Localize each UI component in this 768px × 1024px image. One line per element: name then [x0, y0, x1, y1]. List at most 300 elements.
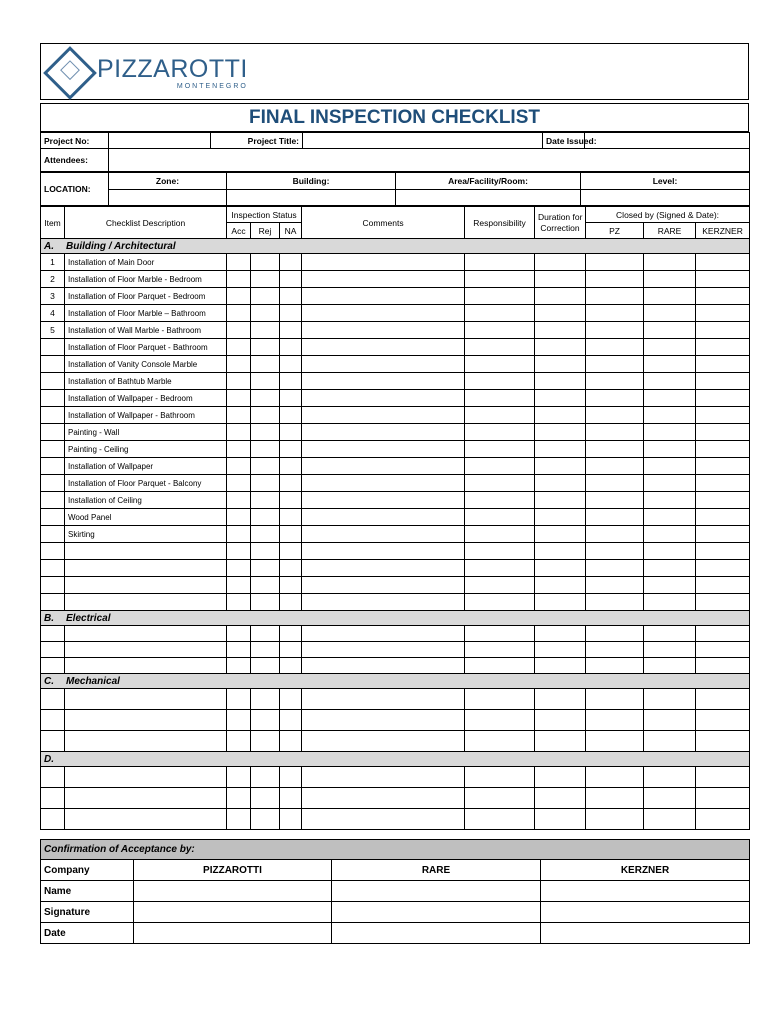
- comments-cell[interactable]: [302, 254, 465, 271]
- date-field-pizzarotti[interactable]: [134, 923, 332, 944]
- responsibility-cell[interactable]: [465, 788, 535, 809]
- duration-cell[interactable]: [535, 356, 586, 373]
- comments-cell[interactable]: [302, 509, 465, 526]
- kerzner-signoff-cell[interactable]: [696, 254, 750, 271]
- comments-cell[interactable]: [302, 526, 465, 543]
- na-cell[interactable]: [280, 710, 302, 731]
- acc-cell[interactable]: [227, 526, 251, 543]
- rej-cell[interactable]: [251, 577, 280, 594]
- kerzner-signoff-cell[interactable]: [696, 407, 750, 424]
- rare-signoff-cell[interactable]: [644, 577, 696, 594]
- item-description: Installation of Floor Parquet - Bedroom: [65, 288, 227, 305]
- rej-cell[interactable]: [251, 288, 280, 305]
- duration-cell[interactable]: [535, 254, 586, 271]
- comments-cell[interactable]: [302, 642, 465, 658]
- duration-cell[interactable]: [535, 288, 586, 305]
- item-number: [41, 658, 65, 674]
- duration-cell[interactable]: [535, 424, 586, 441]
- rare-signoff-cell[interactable]: [644, 424, 696, 441]
- responsibility-cell[interactable]: [465, 767, 535, 788]
- area-field[interactable]: [396, 189, 581, 206]
- duration-cell[interactable]: [535, 658, 586, 674]
- acc-cell[interactable]: [227, 658, 251, 674]
- rej-cell[interactable]: [251, 322, 280, 339]
- pz-signoff-cell[interactable]: [586, 731, 644, 752]
- duration-cell[interactable]: [535, 689, 586, 710]
- acc-cell[interactable]: [227, 305, 251, 322]
- rej-cell[interactable]: [251, 594, 280, 611]
- pz-signoff-cell[interactable]: [586, 658, 644, 674]
- na-cell[interactable]: [280, 390, 302, 407]
- rare-signoff-cell[interactable]: [644, 322, 696, 339]
- rej-cell[interactable]: [251, 424, 280, 441]
- na-cell[interactable]: [280, 356, 302, 373]
- logo-sub-text: MONTENEGRO: [176, 82, 248, 90]
- rare-signoff-cell[interactable]: [644, 594, 696, 611]
- comments-cell[interactable]: [302, 424, 465, 441]
- rej-cell[interactable]: [251, 271, 280, 288]
- duration-cell[interactable]: [535, 407, 586, 424]
- responsibility-cell[interactable]: [465, 339, 535, 356]
- comments-cell[interactable]: [302, 594, 465, 611]
- acc-cell[interactable]: [227, 788, 251, 809]
- project-no-field[interactable]: [109, 133, 211, 149]
- rej-cell[interactable]: [251, 689, 280, 710]
- na-cell[interactable]: [280, 492, 302, 509]
- rare-signoff-cell[interactable]: [644, 288, 696, 305]
- kerzner-signoff-cell[interactable]: [696, 767, 750, 788]
- rej-cell[interactable]: [251, 339, 280, 356]
- comments-cell[interactable]: [302, 788, 465, 809]
- kerzner-signoff-cell[interactable]: [696, 305, 750, 322]
- kerzner-signoff-cell[interactable]: [696, 788, 750, 809]
- na-cell[interactable]: [280, 407, 302, 424]
- kerzner-signoff-cell[interactable]: [696, 475, 750, 492]
- pz-signoff-cell[interactable]: [586, 271, 644, 288]
- kerzner-signoff-cell[interactable]: [696, 356, 750, 373]
- acc-cell[interactable]: [227, 458, 251, 475]
- rare-signoff-cell[interactable]: [644, 356, 696, 373]
- comments-cell[interactable]: [302, 767, 465, 788]
- rare-signoff-cell[interactable]: [644, 373, 696, 390]
- duration-cell[interactable]: [535, 543, 586, 560]
- na-cell[interactable]: [280, 441, 302, 458]
- rare-signoff-cell[interactable]: [644, 526, 696, 543]
- responsibility-cell[interactable]: [465, 271, 535, 288]
- rej-cell[interactable]: [251, 710, 280, 731]
- responsibility-cell[interactable]: [465, 424, 535, 441]
- acc-cell[interactable]: [227, 689, 251, 710]
- responsibility-cell[interactable]: [465, 658, 535, 674]
- signature-field-kerzner[interactable]: [541, 902, 750, 923]
- pz-signoff-cell[interactable]: [586, 689, 644, 710]
- kerzner-signoff-cell[interactable]: [696, 339, 750, 356]
- duration-cell[interactable]: [535, 809, 586, 830]
- comments-cell[interactable]: [302, 731, 465, 752]
- rej-cell[interactable]: [251, 475, 280, 492]
- pz-signoff-cell[interactable]: [586, 390, 644, 407]
- comments-cell[interactable]: [302, 577, 465, 594]
- kerzner-signoff-cell[interactable]: [696, 642, 750, 658]
- na-cell[interactable]: [280, 475, 302, 492]
- pz-signoff-cell[interactable]: [586, 710, 644, 731]
- kerzner-signoff-cell[interactable]: [696, 373, 750, 390]
- comments-cell[interactable]: [302, 373, 465, 390]
- na-cell[interactable]: [280, 626, 302, 642]
- pz-signoff-cell[interactable]: [586, 356, 644, 373]
- comments-cell[interactable]: [302, 339, 465, 356]
- rej-cell[interactable]: [251, 254, 280, 271]
- comments-cell[interactable]: [302, 809, 465, 830]
- date-field-rare[interactable]: [332, 923, 541, 944]
- responsibility-cell[interactable]: [465, 689, 535, 710]
- na-cell[interactable]: [280, 322, 302, 339]
- pz-signoff-cell[interactable]: [586, 492, 644, 509]
- rare-signoff-cell[interactable]: [644, 492, 696, 509]
- duration-cell[interactable]: [535, 731, 586, 752]
- kerzner-signoff-cell[interactable]: [696, 594, 750, 611]
- rej-cell[interactable]: [251, 509, 280, 526]
- date-field-kerzner[interactable]: [541, 923, 750, 944]
- kerzner-signoff-cell[interactable]: [696, 731, 750, 752]
- responsibility-cell[interactable]: [465, 390, 535, 407]
- duration-cell[interactable]: [535, 339, 586, 356]
- comments-cell[interactable]: [302, 288, 465, 305]
- responsibility-cell[interactable]: [465, 441, 535, 458]
- name-field-pizzarotti[interactable]: [134, 881, 332, 902]
- responsibility-cell[interactable]: [465, 594, 535, 611]
- rej-cell[interactable]: [251, 626, 280, 642]
- responsibility-cell[interactable]: [465, 809, 535, 830]
- pz-signoff-cell[interactable]: [586, 407, 644, 424]
- item-description: Installation of Floor Marble - Bedroom: [65, 271, 227, 288]
- rare-signoff-cell[interactable]: [644, 658, 696, 674]
- na-cell[interactable]: [280, 767, 302, 788]
- item-description: [65, 809, 227, 830]
- rare-signoff-cell[interactable]: [644, 642, 696, 658]
- na-cell[interactable]: [280, 689, 302, 710]
- comments-cell[interactable]: [302, 560, 465, 577]
- acc-cell[interactable]: [227, 509, 251, 526]
- na-cell[interactable]: [280, 594, 302, 611]
- rej-cell[interactable]: [251, 356, 280, 373]
- responsibility-cell[interactable]: [465, 407, 535, 424]
- duration-cell[interactable]: [535, 322, 586, 339]
- acc-cell[interactable]: [227, 254, 251, 271]
- responsibility-cell[interactable]: [465, 305, 535, 322]
- acc-cell[interactable]: [227, 339, 251, 356]
- na-cell[interactable]: [280, 254, 302, 271]
- acc-cell[interactable]: [227, 288, 251, 305]
- rej-cell[interactable]: [251, 642, 280, 658]
- date-issued-field[interactable]: [585, 133, 750, 149]
- comments-cell[interactable]: [302, 322, 465, 339]
- na-cell[interactable]: [280, 642, 302, 658]
- kerzner-signoff-cell[interactable]: [696, 689, 750, 710]
- kerzner-signoff-cell[interactable]: [696, 626, 750, 642]
- responsibility-cell[interactable]: [465, 626, 535, 642]
- name-field-rare[interactable]: [332, 881, 541, 902]
- responsibility-cell[interactable]: [465, 458, 535, 475]
- comments-cell[interactable]: [302, 305, 465, 322]
- acc-cell[interactable]: [227, 543, 251, 560]
- acc-cell[interactable]: [227, 407, 251, 424]
- rare-signoff-cell[interactable]: [644, 626, 696, 642]
- duration-cell[interactable]: [535, 594, 586, 611]
- acc-cell[interactable]: [227, 710, 251, 731]
- duration-cell[interactable]: [535, 475, 586, 492]
- duration-cell[interactable]: [535, 642, 586, 658]
- na-cell[interactable]: [280, 560, 302, 577]
- comments-cell[interactable]: [302, 626, 465, 642]
- na-cell[interactable]: [280, 658, 302, 674]
- comments-cell[interactable]: [302, 390, 465, 407]
- na-cell[interactable]: [280, 373, 302, 390]
- acc-cell[interactable]: [227, 441, 251, 458]
- pz-signoff-cell[interactable]: [586, 339, 644, 356]
- rej-cell[interactable]: [251, 390, 280, 407]
- responsibility-cell[interactable]: [465, 288, 535, 305]
- acc-cell[interactable]: [227, 475, 251, 492]
- responsibility-cell[interactable]: [465, 560, 535, 577]
- na-cell[interactable]: [280, 288, 302, 305]
- rare-signoff-cell[interactable]: [644, 543, 696, 560]
- pz-signoff-cell[interactable]: [586, 594, 644, 611]
- rare-signoff-cell[interactable]: [644, 788, 696, 809]
- col-rare: RARE: [644, 223, 696, 239]
- rej-cell[interactable]: [251, 458, 280, 475]
- acc-cell[interactable]: [227, 390, 251, 407]
- kerzner-signoff-cell[interactable]: [696, 560, 750, 577]
- pz-signoff-cell[interactable]: [586, 560, 644, 577]
- pz-signoff-cell[interactable]: [586, 626, 644, 642]
- kerzner-signoff-cell[interactable]: [696, 288, 750, 305]
- pz-signoff-cell[interactable]: [586, 475, 644, 492]
- signature-field-rare[interactable]: [332, 902, 541, 923]
- pz-signoff-cell[interactable]: [586, 526, 644, 543]
- responsibility-cell[interactable]: [465, 642, 535, 658]
- na-cell[interactable]: [280, 424, 302, 441]
- na-cell[interactable]: [280, 271, 302, 288]
- responsibility-cell[interactable]: [465, 492, 535, 509]
- rare-signoff-cell[interactable]: [644, 710, 696, 731]
- acc-cell[interactable]: [227, 373, 251, 390]
- rej-cell[interactable]: [251, 373, 280, 390]
- responsibility-cell[interactable]: [465, 577, 535, 594]
- na-cell[interactable]: [280, 577, 302, 594]
- comments-cell[interactable]: [302, 458, 465, 475]
- na-cell[interactable]: [280, 458, 302, 475]
- na-cell[interactable]: [280, 809, 302, 830]
- kerzner-signoff-cell[interactable]: [696, 710, 750, 731]
- responsibility-cell[interactable]: [465, 731, 535, 752]
- duration-cell[interactable]: [535, 626, 586, 642]
- item-number: [41, 560, 65, 577]
- rej-cell[interactable]: [251, 767, 280, 788]
- location-label: LOCATION:: [41, 173, 109, 206]
- na-cell[interactable]: [280, 731, 302, 752]
- acc-cell[interactable]: [227, 642, 251, 658]
- duration-cell[interactable]: [535, 492, 586, 509]
- rej-cell[interactable]: [251, 407, 280, 424]
- duration-cell[interactable]: [535, 271, 586, 288]
- duration-cell[interactable]: [535, 305, 586, 322]
- duration-cell[interactable]: [535, 788, 586, 809]
- responsibility-cell[interactable]: [465, 526, 535, 543]
- pz-signoff-cell[interactable]: [586, 809, 644, 830]
- level-field[interactable]: [581, 189, 750, 206]
- acc-cell[interactable]: [227, 492, 251, 509]
- rare-signoff-cell[interactable]: [644, 254, 696, 271]
- pz-signoff-cell[interactable]: [586, 441, 644, 458]
- duration-cell[interactable]: [535, 526, 586, 543]
- acc-cell[interactable]: [227, 731, 251, 752]
- rare-signoff-cell[interactable]: [644, 271, 696, 288]
- rej-cell[interactable]: [251, 788, 280, 809]
- kerzner-signoff-cell[interactable]: [696, 424, 750, 441]
- responsibility-cell[interactable]: [465, 254, 535, 271]
- item-number: 3: [41, 288, 65, 305]
- rare-signoff-cell[interactable]: [644, 809, 696, 830]
- rare-signoff-cell[interactable]: [644, 560, 696, 577]
- pz-signoff-cell[interactable]: [586, 288, 644, 305]
- building-field[interactable]: [227, 189, 396, 206]
- pz-signoff-cell[interactable]: [586, 424, 644, 441]
- duration-cell[interactable]: [535, 577, 586, 594]
- rare-signoff-cell[interactable]: [644, 509, 696, 526]
- item-description: Installation of Wall Marble - Bathroom: [65, 322, 227, 339]
- pz-signoff-cell[interactable]: [586, 458, 644, 475]
- na-cell[interactable]: [280, 305, 302, 322]
- rare-signoff-cell[interactable]: [644, 689, 696, 710]
- responsibility-cell[interactable]: [465, 356, 535, 373]
- checklist-row: [41, 731, 750, 752]
- comments-cell[interactable]: [302, 475, 465, 492]
- kerzner-signoff-cell[interactable]: [696, 526, 750, 543]
- pz-signoff-cell[interactable]: [586, 788, 644, 809]
- responsibility-cell[interactable]: [465, 710, 535, 731]
- rej-cell[interactable]: [251, 658, 280, 674]
- kerzner-signoff-cell[interactable]: [696, 492, 750, 509]
- signature-field-pizzarotti[interactable]: [134, 902, 332, 923]
- comments-cell[interactable]: [302, 492, 465, 509]
- duration-cell[interactable]: [535, 458, 586, 475]
- acc-cell[interactable]: [227, 271, 251, 288]
- kerzner-signoff-cell[interactable]: [696, 577, 750, 594]
- checklist-row: [41, 458, 750, 475]
- acc-cell[interactable]: [227, 322, 251, 339]
- project-title-field[interactable]: [303, 133, 543, 149]
- duration-cell[interactable]: [535, 390, 586, 407]
- responsibility-cell[interactable]: [465, 373, 535, 390]
- comments-cell[interactable]: [302, 710, 465, 731]
- responsibility-cell[interactable]: [465, 475, 535, 492]
- pz-signoff-cell[interactable]: [586, 509, 644, 526]
- rare-signoff-cell[interactable]: [644, 339, 696, 356]
- acc-cell[interactable]: [227, 424, 251, 441]
- acc-cell[interactable]: [227, 809, 251, 830]
- na-cell[interactable]: [280, 526, 302, 543]
- comments-cell[interactable]: [302, 543, 465, 560]
- pz-signoff-cell[interactable]: [586, 577, 644, 594]
- zone-field[interactable]: [109, 189, 227, 206]
- duration-cell[interactable]: [535, 710, 586, 731]
- duration-cell[interactable]: [535, 373, 586, 390]
- rare-signoff-cell[interactable]: [644, 458, 696, 475]
- rej-cell[interactable]: [251, 526, 280, 543]
- acc-cell[interactable]: [227, 560, 251, 577]
- duration-cell[interactable]: [535, 441, 586, 458]
- comments-cell[interactable]: [302, 407, 465, 424]
- duration-cell[interactable]: [535, 767, 586, 788]
- comments-cell[interactable]: [302, 271, 465, 288]
- responsibility-cell[interactable]: [465, 543, 535, 560]
- pz-signoff-cell[interactable]: [586, 322, 644, 339]
- duration-cell[interactable]: [535, 509, 586, 526]
- kerzner-signoff-cell[interactable]: [696, 658, 750, 674]
- duration-cell[interactable]: [535, 560, 586, 577]
- rej-cell[interactable]: [251, 809, 280, 830]
- kerzner-signoff-cell[interactable]: [696, 509, 750, 526]
- rej-cell[interactable]: [251, 441, 280, 458]
- rej-cell[interactable]: [251, 492, 280, 509]
- rare-signoff-cell[interactable]: [644, 767, 696, 788]
- acc-cell[interactable]: [227, 594, 251, 611]
- kerzner-signoff-cell[interactable]: [696, 271, 750, 288]
- acc-cell[interactable]: [227, 767, 251, 788]
- comments-cell[interactable]: [302, 658, 465, 674]
- pz-signoff-cell[interactable]: [586, 767, 644, 788]
- pz-signoff-cell[interactable]: [586, 642, 644, 658]
- rej-cell[interactable]: [251, 560, 280, 577]
- na-cell[interactable]: [280, 339, 302, 356]
- acc-cell[interactable]: [227, 577, 251, 594]
- kerzner-signoff-cell[interactable]: [696, 441, 750, 458]
- kerzner-signoff-cell[interactable]: [696, 390, 750, 407]
- rej-cell[interactable]: [251, 543, 280, 560]
- attendees-field[interactable]: [109, 149, 750, 172]
- pz-signoff-cell[interactable]: [586, 305, 644, 322]
- pz-signoff-cell[interactable]: [586, 254, 644, 271]
- pz-signoff-cell[interactable]: [586, 373, 644, 390]
- checklist-row: [41, 492, 750, 509]
- rej-cell[interactable]: [251, 305, 280, 322]
- acc-cell[interactable]: [227, 626, 251, 642]
- rare-signoff-cell[interactable]: [644, 475, 696, 492]
- responsibility-cell[interactable]: [465, 509, 535, 526]
- kerzner-signoff-cell[interactable]: [696, 322, 750, 339]
- na-cell[interactable]: [280, 543, 302, 560]
- comments-cell[interactable]: [302, 689, 465, 710]
- responsibility-cell[interactable]: [465, 322, 535, 339]
- rare-signoff-cell[interactable]: [644, 390, 696, 407]
- comments-cell[interactable]: [302, 356, 465, 373]
- name-field-kerzner[interactable]: [541, 881, 750, 902]
- rare-signoff-cell[interactable]: [644, 441, 696, 458]
- rare-signoff-cell[interactable]: [644, 407, 696, 424]
- rej-cell[interactable]: [251, 731, 280, 752]
- kerzner-signoff-cell[interactable]: [696, 543, 750, 560]
- rare-signoff-cell[interactable]: [644, 305, 696, 322]
- rare-signoff-cell[interactable]: [644, 731, 696, 752]
- acc-cell[interactable]: [227, 356, 251, 373]
- pz-signoff-cell[interactable]: [586, 543, 644, 560]
- na-cell[interactable]: [280, 788, 302, 809]
- kerzner-signoff-cell[interactable]: [696, 809, 750, 830]
- comments-cell[interactable]: [302, 441, 465, 458]
- na-cell[interactable]: [280, 509, 302, 526]
- kerzner-signoff-cell[interactable]: [696, 458, 750, 475]
